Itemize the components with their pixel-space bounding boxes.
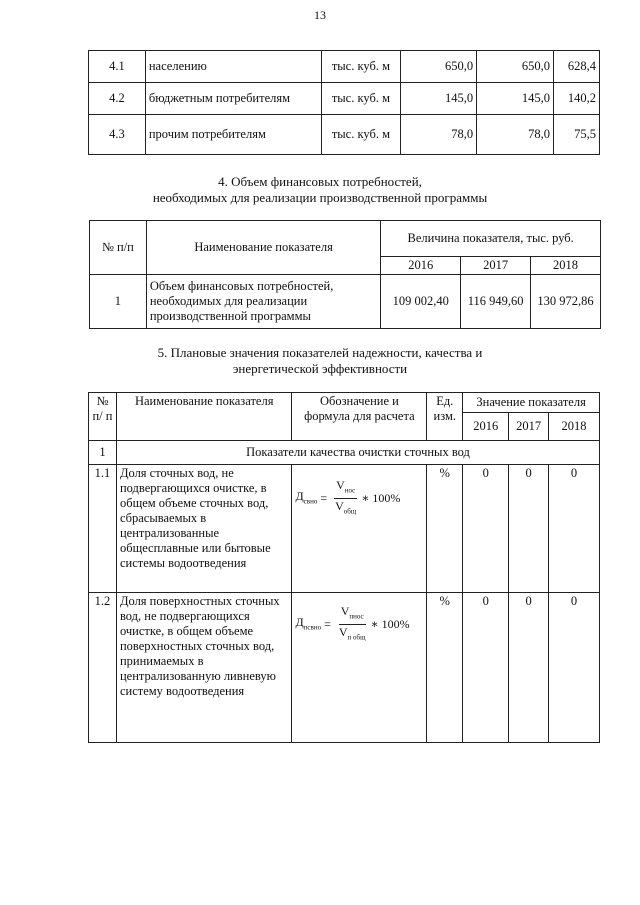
row-number: 1 <box>90 275 147 329</box>
value-2017: 0 <box>509 465 549 593</box>
section-5-title: 5. Плановые значения показателей надежности, качества и энергетической эффективности <box>157 345 483 376</box>
row-unit: % <box>427 465 463 593</box>
header-name: Наименование показателя <box>116 393 292 441</box>
value-2016: 109 002,40 <box>381 275 461 329</box>
formula-lhs: $Д_{свно}$ <box>295 488 318 506</box>
row-name: Доля сточных вод, не подвергающихся очистке, в общем объеме сточных вод, сбрасываемых в централизованные общесплавные или бытовые системы водоотведения <box>116 465 292 593</box>
value-2016: 650,0 <box>401 51 477 83</box>
table-row <box>89 593 600 743</box>
row-unit: % <box>427 593 463 743</box>
value-2017: 78,0 <box>477 115 554 155</box>
header-formula: Обозначение и формула для расчета <box>292 393 427 441</box>
consumption-table <box>88 50 600 155</box>
row-name: населению <box>145 51 321 83</box>
value-2018: 628,4 <box>554 51 600 83</box>
formula-lhs: $Д_{псвно}$ <box>295 614 322 632</box>
value-2017: 650,0 <box>477 51 554 83</box>
header-name: Наименование показателя <box>146 221 381 275</box>
page-number: 13 <box>314 8 326 22</box>
group-row <box>89 441 600 465</box>
section-4-title: 4. Объем финансовых потребностей, необходимых для реализации производственной программы <box>152 174 488 205</box>
row-number: 4.3 <box>89 115 146 155</box>
value-2016: 145,0 <box>401 83 477 115</box>
table-row <box>89 83 600 115</box>
value-2018: 75,5 <box>554 115 600 155</box>
group-number: 1 <box>89 441 117 465</box>
value-2017: 0 <box>509 593 549 743</box>
indicators-table <box>88 392 600 743</box>
formula-fraction: $\frac{V_{пнос}}{V_{п общ}}$ <box>338 604 366 642</box>
group-name: Показатели качества очистки сточных вод <box>116 441 599 465</box>
row-number: 1.2 <box>89 593 117 743</box>
row-number: 1.1 <box>89 465 117 593</box>
value-2016: 78,0 <box>401 115 477 155</box>
row-name: Объем финансовых потребностей, необходимых для реализации производственной программы <box>146 275 381 329</box>
table-row <box>89 115 600 155</box>
header-year-2016: 2016 <box>381 257 461 275</box>
value-2017: 116 949,60 <box>461 275 531 329</box>
formula-multiplier: ∗ 100% <box>370 617 410 632</box>
table-row <box>90 275 601 329</box>
value-2018: 0 <box>549 465 600 593</box>
formula-multiplier: ∗ 100% <box>361 491 401 506</box>
row-formula: $Д_{псвно}$ = $\frac{V_{пнос}}{V_{п общ}}$ ∗ 100% <box>292 593 427 743</box>
header-number: № п/п <box>90 221 147 275</box>
header-year-2017: 2017 <box>509 413 549 441</box>
table-row <box>89 51 600 83</box>
header-year-2016: 2016 <box>463 413 509 441</box>
header-value: Величина показателя, тыс. руб. <box>381 221 601 257</box>
header-number: № п/ п <box>89 393 117 441</box>
header-year-2018: 2018 <box>549 413 600 441</box>
header-value: Значение показателя <box>463 393 600 413</box>
financial-needs-table <box>89 220 601 329</box>
value-2018: 0 <box>549 593 600 743</box>
table-row <box>89 465 600 593</box>
row-unit: тыс. куб. м <box>321 51 401 83</box>
row-formula: $Д_{свно}$ = $\frac{V_{нос}}{V_{общ}}$ ∗ 100% <box>292 465 427 593</box>
row-name: Доля поверхностных сточных вод, не подвергающихся очистке, в общем объеме поверхностных сточных вод, принимаемых в централизованную ливневую систему водоотведения <box>116 593 292 743</box>
header-year-2017: 2017 <box>461 257 531 275</box>
value-2016: 0 <box>463 593 509 743</box>
row-unit: тыс. куб. м <box>321 83 401 115</box>
row-number: 4.1 <box>89 51 146 83</box>
value-2018: 140,2 <box>554 83 600 115</box>
header-year-2018: 2018 <box>531 257 601 275</box>
row-unit: тыс. куб. м <box>321 115 401 155</box>
formula-fraction: $\frac{V_{нос}}{V_{общ}}$ <box>335 478 357 516</box>
value-2018: 130 972,86 <box>531 275 601 329</box>
value-2017: 145,0 <box>477 83 554 115</box>
row-name: бюджетным потребителям <box>145 83 321 115</box>
header-unit: Ед. изм. <box>427 393 463 441</box>
row-number: 4.2 <box>89 83 146 115</box>
row-name: прочим потребителям <box>145 115 321 155</box>
value-2016: 0 <box>463 465 509 593</box>
